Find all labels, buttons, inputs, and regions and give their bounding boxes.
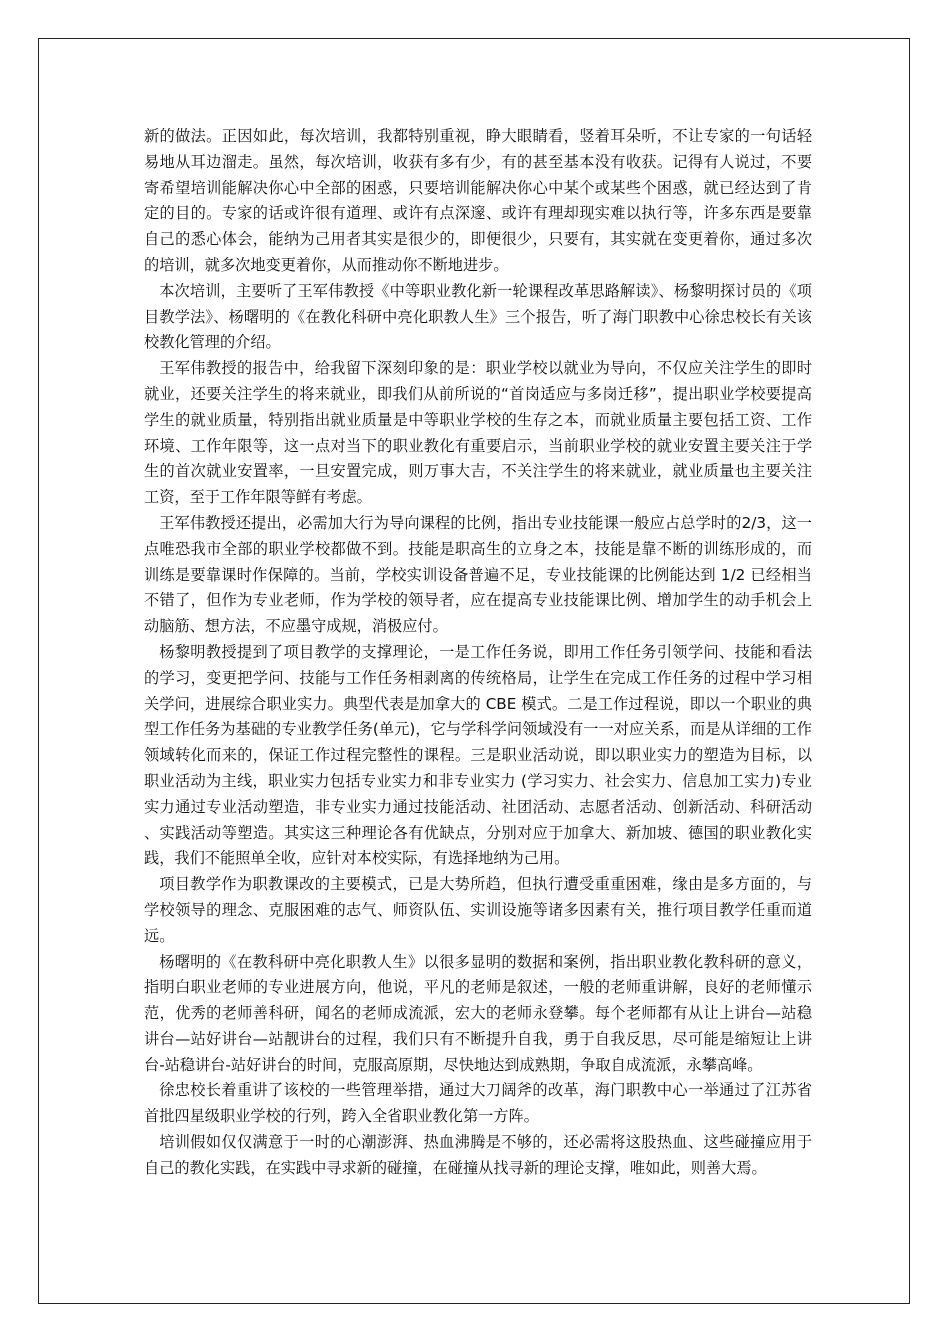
paragraph: 徐忠校长着重讲了该校的一些管理举措，通过大刀阔斧的改革，海门职教中心一举通过了江苏省首批四星级职业学校的行列，跨入全省职业教化第一方阵。 — [144, 1081, 812, 1126]
document-body — [144, 124, 812, 1182]
paragraph: 新的做法。正因如此，每次培训，我都特别重视，睁大眼睛看，竖着耳朵听，不让专家的一句话轻易地从耳边溜走。虽然，每次培训，收获有多有少，有的甚至基本没有收获。记得有人说过，不要寄希望培训能解决你心中全部的困惑，只要培训能解决你心中某个或某些个困惑，就已经达到了肯定的目的。专家的话或许很有道理、或许有点深邃、或许有理却现实难以执行等，许多东西是要靠自己的悉心体会，能纳为己用者其实是很少的，即便很少，只要有，其实就在变更着你，通过多次的培训，就多次地变更着你，从而推动你不断地进步。 — [144, 127, 812, 274]
paragraph: 王军伟教授的报告中，给我留下深刻印象的是：职业学校以就业为导向，不仅应关注学生的即时就业，还要关注学生的将来就业，即我们从前所说的“首岗适应与多岗迁移”，提出职业学校要提高学生的就业质量，特别指出就业质量是中等职业学校的生存之本，而就业质量主要包括工资、工作环境、工作年限等，这一点对当下的职业教化有重要启示，当前职业学校的就业安置主要关注于学生的首次就业安置率，一旦安置完成，则万事大吉，不关注学生的将来就业，就业质量也主要关注工资，至于工作年限等鲜有考虑。 — [144, 359, 812, 507]
paragraph: 培训假如仅仅满意于一时的心潮澎湃、热血沸腾是不够的，还必需将这股热血、这些碰撞应用于自己的教化实践，在实践中寻求新的碰撞，在碰撞从找寻新的理论支撑，唯如此，则善大焉。 — [144, 1133, 812, 1177]
paragraph: 本次培训，主要听了王军伟教授《中等职业教化新一轮课程改革思路解读》、杨黎明探讨员的《项目教学法》、杨曙明的《在教化科研中亮化职教人生》三个报告，听了海门职教中心徐忠校长有关该校教化管理的介绍。 — [144, 281, 812, 352]
paragraph: 项目教学作为职教课改的主要模式，已是大势所趋，但执行遭受重重困难，缘由是多方面的，与学校领导的理念、克服困难的志气、师资队伍、实训设施等诸多因素有关，推行项目教学任重而道远。 — [144, 875, 812, 945]
paragraph: 杨黎明教授提到了项目教学的支撑理论，一是工作任务说，即用工作任务引领学问、技能和看法的学习，变更把学问、技能与工作任务相剥离的传统格局，让学生在完成工作任务的过程中学习相关学问，进展综合职业实力。典型代表是加拿大的 CBE 模式。二是工作过程说，即以一个职业的典型工作任务为基础的专业教学任务(单元)，它与学科学问领域没有一一对应关系，而是从详细的工作领域转化而来的，保证工作过程完整性的课程。三是职业活动说，即以职业实力的塑造为目标，以职业活动为主线，职业实力包括专业实力和非专业实力 (学习实力、社会实力、信息加工实力)专业实力通过专业活动塑造，非专业实力通过技能活动、社团活动、志愿者活动、创新活动、科研活动、实践活动等塑造。其实这三种理论各有优缺点，分别对应于加拿大、新加坡、德国的职业教化实践，我们不能照单全收，应针对本校实际，有选择地纳为己用。 — [144, 642, 812, 868]
paragraph: 杨曙明的《在教科研中亮化职教人生》以很多显明的数据和案例，指出职业教化教科研的意义，指明白职业老师的专业进展方向，他说，平凡的老师是叙述，一般的老师重讲解，良好的老师懂示范，优秀的老师善科研，闻名的老师成流派，宏大的老师永登攀。每个老师都有从让上讲台—站稳讲台—站好讲台—站靓讲台的过程，我们只有不断提升自我，勇于自我反思，尽可能是缩短让上讲台-站稳讲台-站好讲台的时间，克服高原期，尽快地达到成熟期，争取自成流派，永攀高峰。 — [144, 952, 812, 1074]
paragraph: 王军伟教授还提出，必需加大行为导向课程的比例，指出专业技能课一般应占总学时的2/3，这一点唯恐我市全部的职业学校都做不到。技能是职高生的立身之本，技能是靠不断的训练形成的，而训练是要靠课时作保障的。当前，学校实训设备普遍不足，专业技能课的比例能达到 1/2 已经相当不错了，但作为专业老师，作为学校的领导者，应在提高专业技能课比例、增加学生的动手机会上动脑筋、想方法，不应墨守成规，消极应付。 — [144, 513, 812, 636]
